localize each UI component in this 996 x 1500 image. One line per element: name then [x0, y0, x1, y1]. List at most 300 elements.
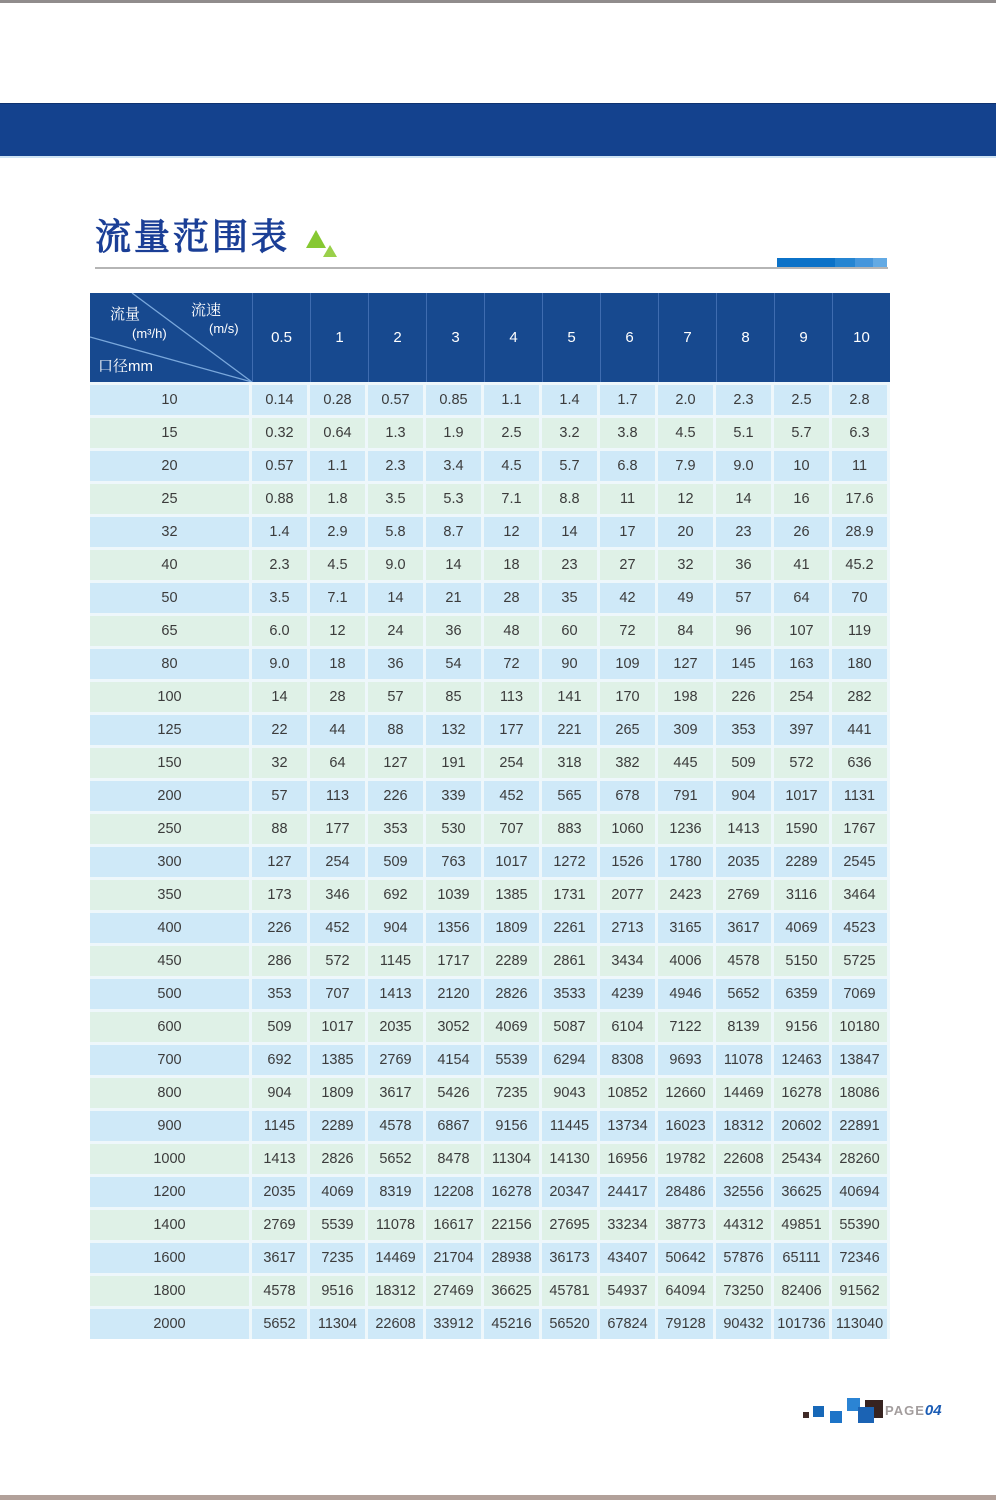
value-cell: 18 [484, 550, 539, 580]
page-footer [797, 1393, 977, 1433]
value-cell: 64094 [658, 1276, 713, 1306]
value-cell: 85 [426, 682, 481, 712]
accent-bar-segment [777, 258, 835, 267]
value-cell: 2.9 [310, 517, 365, 547]
value-cell: 180 [832, 649, 887, 679]
title-underline [95, 267, 888, 269]
value-cell: 3.2 [542, 418, 597, 448]
value-cell: 12208 [426, 1177, 481, 1207]
value-cell: 13734 [600, 1111, 655, 1141]
value-cell: 4946 [658, 979, 713, 1009]
value-cell: 1767 [832, 814, 887, 844]
value-cell: 10 [774, 451, 829, 481]
value-cell: 530 [426, 814, 481, 844]
diameter-cell: 100 [90, 682, 249, 712]
value-cell: 55390 [832, 1210, 887, 1240]
value-cell: 1039 [426, 880, 481, 910]
value-cell: 36 [426, 616, 481, 646]
value-cell: 1272 [542, 847, 597, 877]
value-cell: 8139 [716, 1012, 771, 1042]
value-cell: 33912 [426, 1309, 481, 1339]
value-cell: 397 [774, 715, 829, 745]
value-cell: 265 [600, 715, 655, 745]
value-cell: 36625 [774, 1177, 829, 1207]
value-cell: 1.3 [368, 418, 423, 448]
value-cell: 2035 [368, 1012, 423, 1042]
diameter-cell: 1200 [90, 1177, 249, 1207]
value-cell: 12660 [658, 1078, 713, 1108]
value-cell: 3434 [600, 946, 655, 976]
value-cell: 88 [252, 814, 307, 844]
page-label: PAGE [885, 1403, 925, 1418]
value-cell: 509 [368, 847, 423, 877]
value-cell: 7.1 [484, 484, 539, 514]
value-cell: 904 [252, 1078, 307, 1108]
value-cell: 5.7 [542, 451, 597, 481]
table-row [90, 1177, 890, 1207]
value-cell: 6359 [774, 979, 829, 1009]
value-cell: 16 [774, 484, 829, 514]
corner-flow-label: 流量 [110, 306, 141, 323]
value-cell: 4069 [484, 1012, 539, 1042]
value-cell: 70 [832, 583, 887, 613]
value-cell: 10180 [832, 1012, 887, 1042]
value-cell: 445 [658, 748, 713, 778]
table-row [90, 1210, 890, 1240]
value-cell: 45.2 [832, 550, 887, 580]
value-cell: 692 [252, 1045, 307, 1075]
value-cell: 904 [368, 913, 423, 943]
diameter-cell: 200 [90, 781, 249, 811]
value-cell: 45781 [542, 1276, 597, 1306]
table-row [90, 451, 890, 481]
value-cell: 24 [368, 616, 423, 646]
value-cell: 20602 [774, 1111, 829, 1141]
value-cell: 452 [484, 781, 539, 811]
value-cell: 12463 [774, 1045, 829, 1075]
value-cell: 170 [600, 682, 655, 712]
footer-square-icon [803, 1412, 809, 1418]
value-cell: 8319 [368, 1177, 423, 1207]
flow-range-table [90, 293, 890, 1342]
value-cell: 33234 [600, 1210, 655, 1240]
value-cell: 636 [832, 748, 887, 778]
value-cell: 4239 [600, 979, 655, 1009]
value-cell: 18312 [368, 1276, 423, 1306]
value-cell: 9156 [774, 1012, 829, 1042]
value-cell: 2826 [310, 1144, 365, 1174]
diameter-cell: 1600 [90, 1243, 249, 1273]
value-cell: 3.4 [426, 451, 481, 481]
value-cell: 24417 [600, 1177, 655, 1207]
value-cell: 72 [600, 616, 655, 646]
diameter-cell: 10 [90, 385, 249, 415]
value-cell: 353 [716, 715, 771, 745]
value-cell: 678 [600, 781, 655, 811]
value-cell: 9043 [542, 1078, 597, 1108]
value-cell: 11 [832, 451, 887, 481]
value-cell: 109 [600, 649, 655, 679]
value-cell: 2769 [368, 1045, 423, 1075]
diameter-cell: 250 [90, 814, 249, 844]
table-header-row [90, 293, 890, 382]
table-row [90, 1144, 890, 1174]
value-cell: 32 [252, 748, 307, 778]
value-cell: 1809 [310, 1078, 365, 1108]
value-cell: 7.9 [658, 451, 713, 481]
value-cell: 1.4 [252, 517, 307, 547]
corner-velocity-label: 流速 [191, 302, 222, 319]
diameter-cell: 125 [90, 715, 249, 745]
value-cell: 382 [600, 748, 655, 778]
value-cell: 19782 [658, 1144, 713, 1174]
table-row [90, 1078, 890, 1108]
diameter-cell: 1000 [90, 1144, 249, 1174]
value-cell: 16278 [484, 1177, 539, 1207]
value-cell: 2.8 [832, 385, 887, 415]
table-row [90, 979, 890, 1009]
value-cell: 25434 [774, 1144, 829, 1174]
value-cell: 36 [368, 649, 423, 679]
table-row [90, 814, 890, 844]
value-cell: 96 [716, 616, 771, 646]
diameter-cell: 20 [90, 451, 249, 481]
table-row [90, 715, 890, 745]
value-cell: 0.57 [252, 451, 307, 481]
value-cell: 36 [716, 550, 771, 580]
value-cell: 763 [426, 847, 481, 877]
value-cell: 57876 [716, 1243, 771, 1273]
value-cell: 173 [252, 880, 307, 910]
value-cell: 145 [716, 649, 771, 679]
value-cell: 3617 [252, 1243, 307, 1273]
value-cell: 48 [484, 616, 539, 646]
value-cell: 44312 [716, 1210, 771, 1240]
value-cell: 10852 [600, 1078, 655, 1108]
value-cell: 9693 [658, 1045, 713, 1075]
value-cell: 119 [832, 616, 887, 646]
table-row [90, 649, 890, 679]
value-cell: 6294 [542, 1045, 597, 1075]
value-cell: 5.7 [774, 418, 829, 448]
diameter-cell: 32 [90, 517, 249, 547]
value-cell: 572 [310, 946, 365, 976]
table-row [90, 1012, 890, 1042]
value-cell: 1.9 [426, 418, 481, 448]
value-cell: 2289 [774, 847, 829, 877]
value-cell: 3.5 [368, 484, 423, 514]
value-cell: 127 [252, 847, 307, 877]
value-cell: 3052 [426, 1012, 481, 1042]
value-cell: 5426 [426, 1078, 481, 1108]
value-cell: 1590 [774, 814, 829, 844]
value-cell: 57 [368, 682, 423, 712]
table-row [90, 583, 890, 613]
value-cell: 4.5 [310, 550, 365, 580]
value-cell: 43407 [600, 1243, 655, 1273]
value-cell: 2289 [310, 1111, 365, 1141]
value-cell: 7069 [832, 979, 887, 1009]
velocity-header-cell: 3 [426, 293, 484, 382]
value-cell: 72346 [832, 1243, 887, 1273]
value-cell: 0.64 [310, 418, 365, 448]
value-cell: 73250 [716, 1276, 771, 1306]
value-cell: 28 [310, 682, 365, 712]
value-cell: 18 [310, 649, 365, 679]
value-cell: 20347 [542, 1177, 597, 1207]
value-cell: 127 [658, 649, 713, 679]
value-cell: 28260 [832, 1144, 887, 1174]
value-cell: 7235 [310, 1243, 365, 1273]
page-number: 04 [924, 1402, 942, 1419]
diameter-cell: 600 [90, 1012, 249, 1042]
value-cell: 1413 [368, 979, 423, 1009]
value-cell: 346 [310, 880, 365, 910]
value-cell: 3.8 [600, 418, 655, 448]
value-cell: 22156 [484, 1210, 539, 1240]
value-cell: 2289 [484, 946, 539, 976]
velocity-header-cell: 0.5 [252, 293, 310, 382]
value-cell: 5652 [368, 1144, 423, 1174]
corner-flow-unit: (m³/h) [132, 326, 167, 341]
value-cell: 72 [484, 649, 539, 679]
value-cell: 3165 [658, 913, 713, 943]
value-cell: 8.7 [426, 517, 481, 547]
value-cell: 4578 [252, 1276, 307, 1306]
value-cell: 12 [310, 616, 365, 646]
value-cell: 2035 [716, 847, 771, 877]
value-cell: 26 [774, 517, 829, 547]
diameter-cell: 400 [90, 913, 249, 943]
diameter-cell: 2000 [90, 1309, 249, 1339]
value-cell: 254 [484, 748, 539, 778]
value-cell: 707 [484, 814, 539, 844]
value-cell: 56520 [542, 1309, 597, 1339]
value-cell: 64 [310, 748, 365, 778]
value-cell: 14 [252, 682, 307, 712]
value-cell: 14130 [542, 1144, 597, 1174]
value-cell: 14 [426, 550, 481, 580]
table-row [90, 1243, 890, 1273]
value-cell: 191 [426, 748, 481, 778]
value-cell: 14469 [716, 1078, 771, 1108]
value-cell: 49 [658, 583, 713, 613]
value-cell: 2077 [600, 880, 655, 910]
value-cell: 27469 [426, 1276, 481, 1306]
value-cell: 9516 [310, 1276, 365, 1306]
value-cell: 41 [774, 550, 829, 580]
value-cell: 2120 [426, 979, 481, 1009]
value-cell: 226 [252, 913, 307, 943]
value-cell: 2769 [716, 880, 771, 910]
value-cell: 3533 [542, 979, 597, 1009]
value-cell: 27695 [542, 1210, 597, 1240]
table-row [90, 484, 890, 514]
value-cell: 5150 [774, 946, 829, 976]
table-row [90, 1309, 890, 1339]
value-cell: 1526 [600, 847, 655, 877]
value-cell: 4.5 [484, 451, 539, 481]
value-cell: 1060 [600, 814, 655, 844]
value-cell: 1.1 [310, 451, 365, 481]
table-row [90, 847, 890, 877]
diameter-cell: 450 [90, 946, 249, 976]
value-cell: 45216 [484, 1309, 539, 1339]
value-cell: 2261 [542, 913, 597, 943]
value-cell: 692 [368, 880, 423, 910]
value-cell: 36625 [484, 1276, 539, 1306]
value-cell: 16956 [600, 1144, 655, 1174]
table-body [90, 382, 890, 1339]
value-cell: 339 [426, 781, 481, 811]
accent-bar [777, 258, 887, 267]
diameter-cell: 40 [90, 550, 249, 580]
value-cell: 177 [484, 715, 539, 745]
value-cell: 8308 [600, 1045, 655, 1075]
value-cell: 1017 [484, 847, 539, 877]
value-cell: 127 [368, 748, 423, 778]
value-cell: 4578 [716, 946, 771, 976]
value-cell: 0.14 [252, 385, 307, 415]
value-cell: 1.4 [542, 385, 597, 415]
value-cell: 6104 [600, 1012, 655, 1042]
page-top-border [0, 0, 996, 3]
value-cell: 2713 [600, 913, 655, 943]
table-corner-cell [90, 293, 252, 382]
value-cell: 9156 [484, 1111, 539, 1141]
value-cell: 5539 [484, 1045, 539, 1075]
value-cell: 11445 [542, 1111, 597, 1141]
value-cell: 28.9 [832, 517, 887, 547]
value-cell: 50642 [658, 1243, 713, 1273]
value-cell: 20 [658, 517, 713, 547]
value-cell: 441 [832, 715, 887, 745]
value-cell: 18086 [832, 1078, 887, 1108]
value-cell: 32 [658, 550, 713, 580]
value-cell: 2.0 [658, 385, 713, 415]
value-cell: 1145 [252, 1111, 307, 1141]
value-cell: 107 [774, 616, 829, 646]
value-cell: 1.1 [484, 385, 539, 415]
value-cell: 3617 [716, 913, 771, 943]
velocity-header-cell: 4 [484, 293, 542, 382]
value-cell: 54 [426, 649, 481, 679]
value-cell: 5725 [832, 946, 887, 976]
value-cell: 49851 [774, 1210, 829, 1240]
value-cell: 353 [368, 814, 423, 844]
value-cell: 221 [542, 715, 597, 745]
value-cell: 22891 [832, 1111, 887, 1141]
value-cell: 1809 [484, 913, 539, 943]
diameter-cell: 50 [90, 583, 249, 613]
value-cell: 22608 [716, 1144, 771, 1174]
table-row [90, 880, 890, 910]
value-cell: 1236 [658, 814, 713, 844]
value-cell: 163 [774, 649, 829, 679]
value-cell: 16023 [658, 1111, 713, 1141]
value-cell: 5.8 [368, 517, 423, 547]
value-cell: 4578 [368, 1111, 423, 1141]
value-cell: 14 [542, 517, 597, 547]
value-cell: 35 [542, 583, 597, 613]
value-cell: 11304 [310, 1309, 365, 1339]
value-cell: 16278 [774, 1078, 829, 1108]
green-triangles-icon [304, 226, 344, 265]
velocity-header-cell: 10 [832, 293, 890, 382]
diameter-cell: 65 [90, 616, 249, 646]
value-cell: 60 [542, 616, 597, 646]
value-cell: 3464 [832, 880, 887, 910]
value-cell: 5652 [716, 979, 771, 1009]
value-cell: 67824 [600, 1309, 655, 1339]
value-cell: 198 [658, 682, 713, 712]
value-cell: 12 [484, 517, 539, 547]
value-cell: 12 [658, 484, 713, 514]
velocity-header-cell: 2 [368, 293, 426, 382]
value-cell: 16617 [426, 1210, 481, 1240]
value-cell: 113040 [832, 1309, 887, 1339]
value-cell: 282 [832, 682, 887, 712]
value-cell: 2.3 [252, 550, 307, 580]
value-cell: 2769 [252, 1210, 307, 1240]
corner-diameter-label: 口径mm [98, 358, 153, 375]
value-cell: 1385 [310, 1045, 365, 1075]
value-cell: 0.28 [310, 385, 365, 415]
diameter-cell: 500 [90, 979, 249, 1009]
value-cell: 254 [774, 682, 829, 712]
header-band [0, 103, 996, 158]
value-cell: 318 [542, 748, 597, 778]
value-cell: 2423 [658, 880, 713, 910]
diameter-cell: 350 [90, 880, 249, 910]
value-cell: 286 [252, 946, 307, 976]
value-cell: 28938 [484, 1243, 539, 1273]
value-cell: 904 [716, 781, 771, 811]
table-row [90, 616, 890, 646]
table-row [90, 748, 890, 778]
value-cell: 27 [600, 550, 655, 580]
value-cell: 1717 [426, 946, 481, 976]
table-row [90, 682, 890, 712]
value-cell: 2861 [542, 946, 597, 976]
diameter-cell: 1800 [90, 1276, 249, 1306]
value-cell: 132 [426, 715, 481, 745]
value-cell: 1413 [252, 1144, 307, 1174]
value-cell: 13847 [832, 1045, 887, 1075]
velocity-header-cell: 1 [310, 293, 368, 382]
value-cell: 353 [252, 979, 307, 1009]
accent-bar-segment [835, 258, 855, 267]
table-row [90, 385, 890, 415]
value-cell: 2035 [252, 1177, 307, 1207]
value-cell: 4523 [832, 913, 887, 943]
value-cell: 21704 [426, 1243, 481, 1273]
velocity-header-cell: 6 [600, 293, 658, 382]
value-cell: 791 [658, 781, 713, 811]
diameter-cell: 80 [90, 649, 249, 679]
value-cell: 79128 [658, 1309, 713, 1339]
value-cell: 0.88 [252, 484, 307, 514]
value-cell: 226 [716, 682, 771, 712]
value-cell: 254 [310, 847, 365, 877]
value-cell: 0.32 [252, 418, 307, 448]
value-cell: 1017 [774, 781, 829, 811]
value-cell: 2.3 [368, 451, 423, 481]
value-cell: 36173 [542, 1243, 597, 1273]
value-cell: 23 [716, 517, 771, 547]
table-row [90, 550, 890, 580]
accent-bar-segment [855, 258, 873, 267]
